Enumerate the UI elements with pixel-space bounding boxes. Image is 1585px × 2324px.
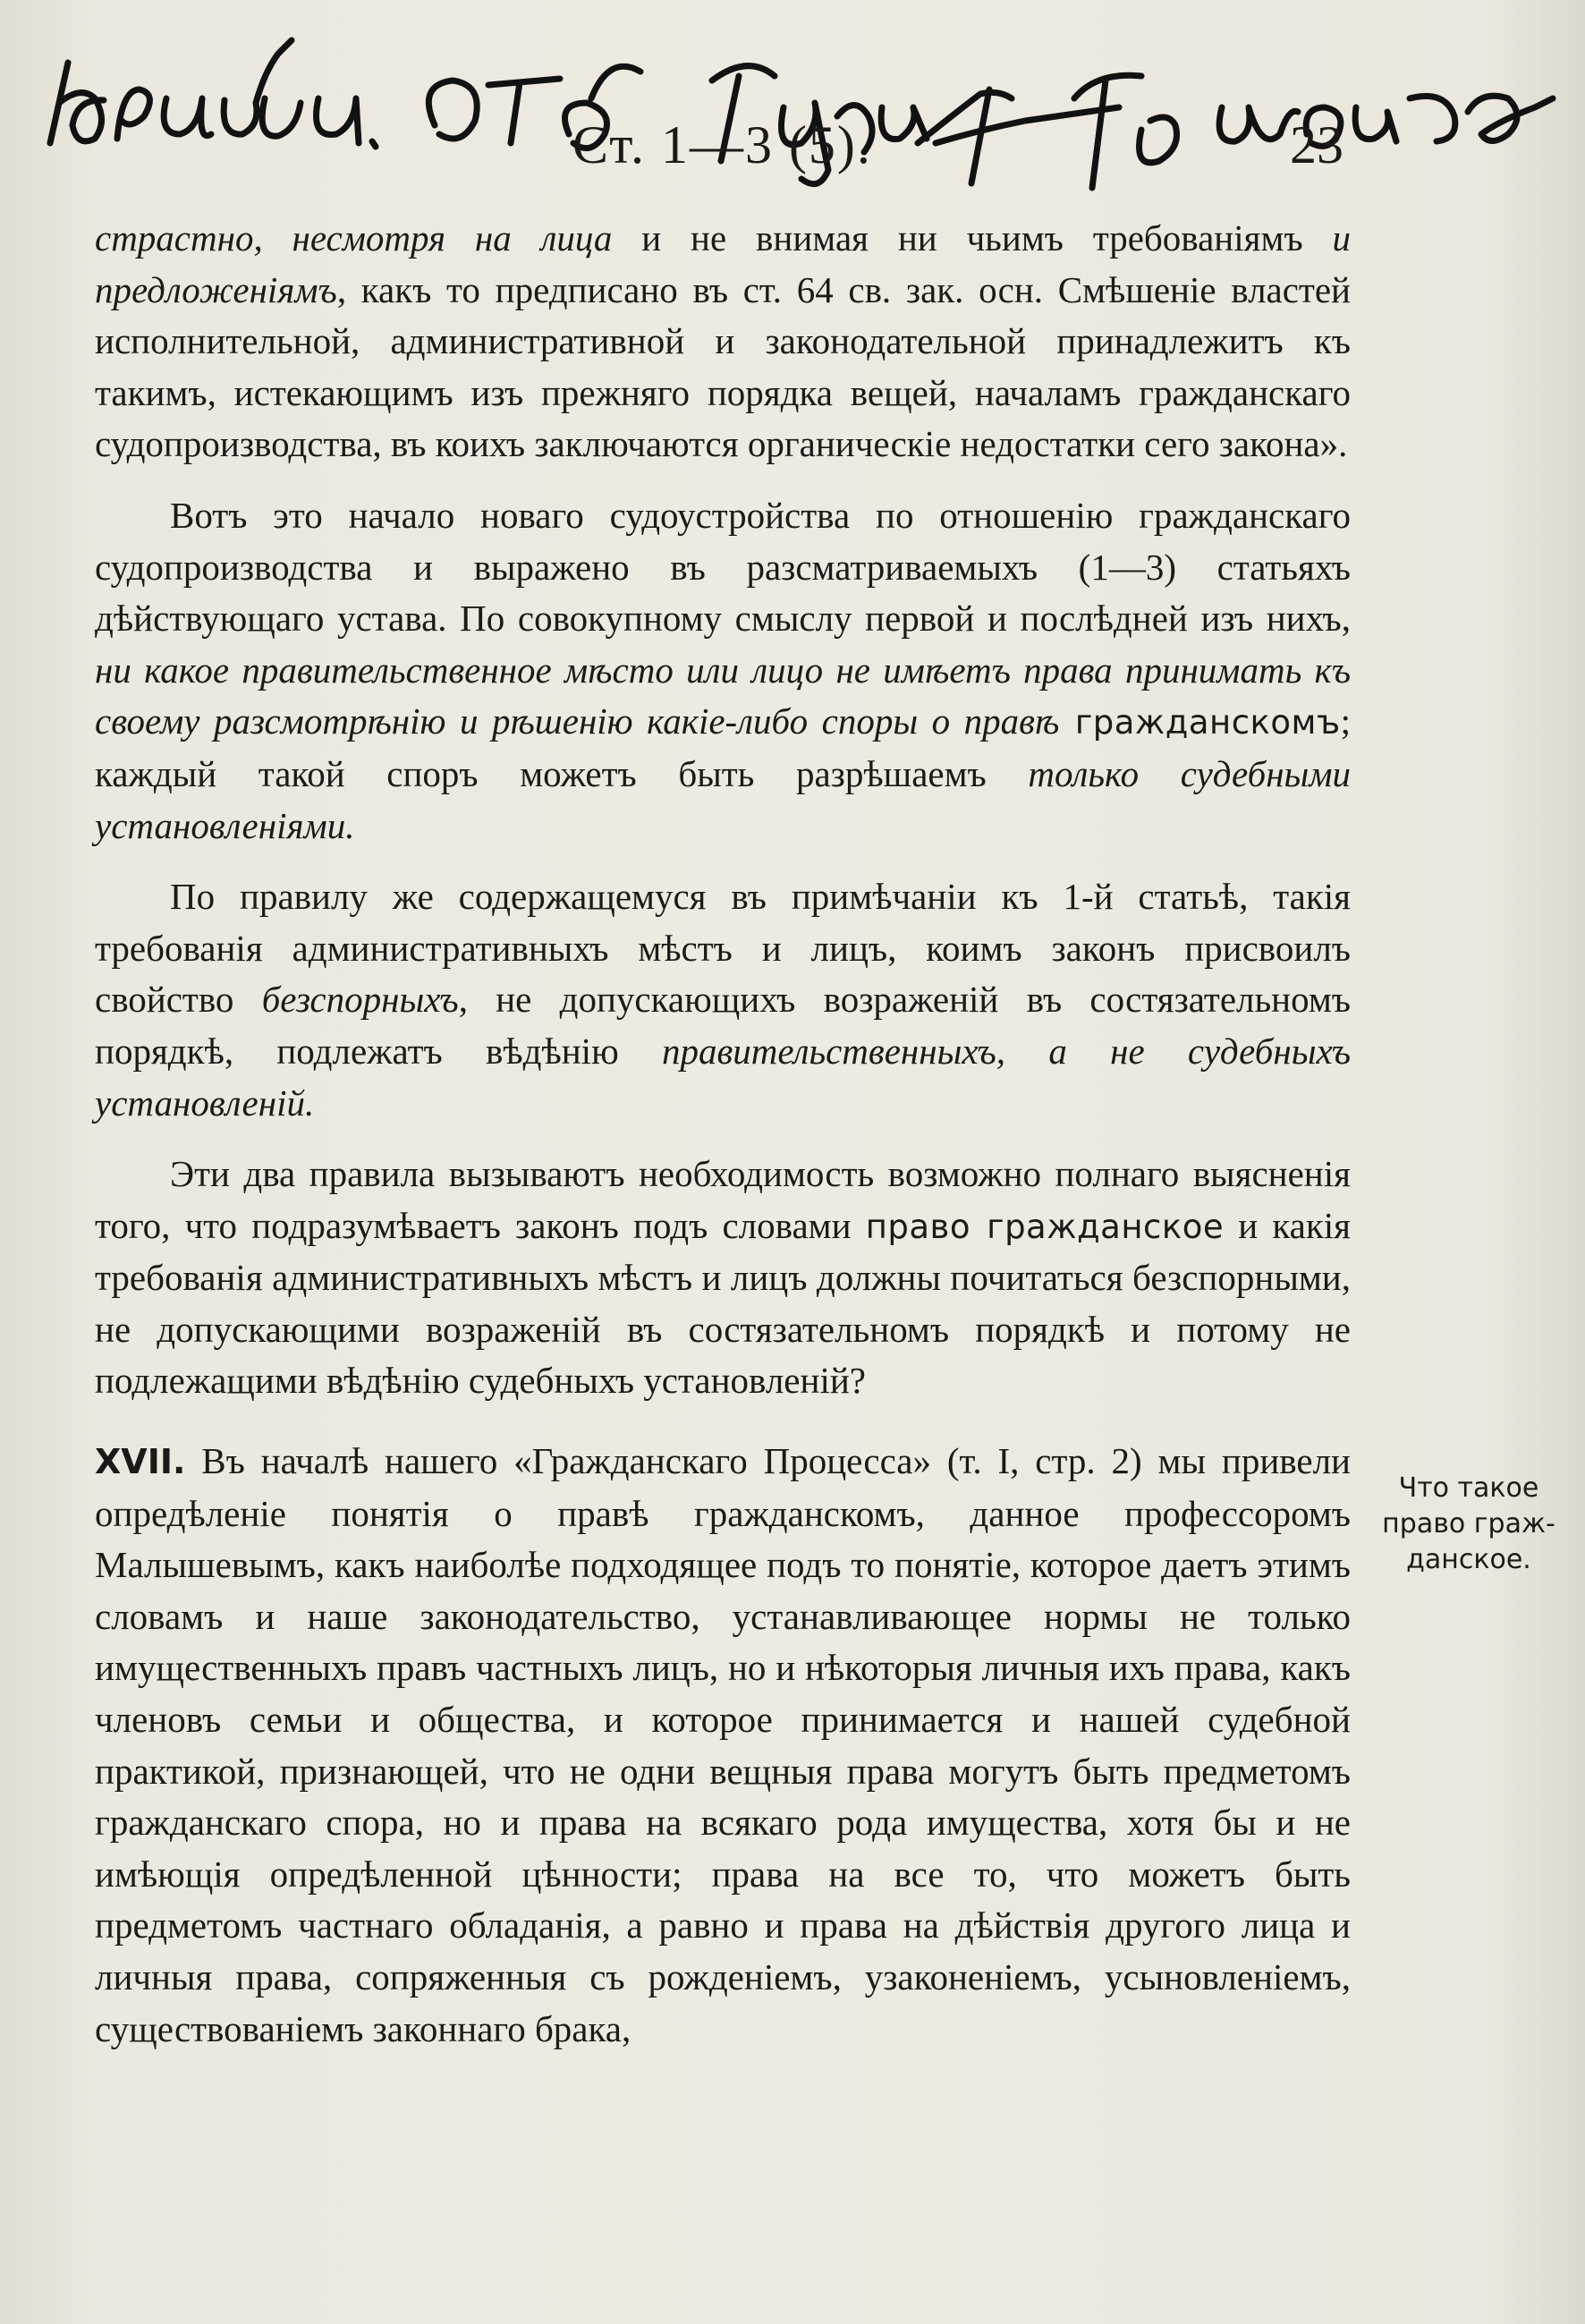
text-run: только судебными установленіями. [95,752,1351,846]
text-run: Эти два правила вызываютъ необходимость возможно полнаго выясненія того, что подразумѣваетъ законъ подъ словами [95,1153,1351,1246]
margin-note-line: право граж- [1382,1508,1555,1539]
running-header [0,115,1585,177]
text-run: и какія требованія административныхъ мѣстъ и лицъ должны почитаться безспорными, не допускающими возраженій въ состязательномъ порядкѣ и потому не подлежащими вѣдѣнію судебныхъ установленій? [95,1204,1352,1402]
margin-note [1370,1471,1567,1578]
text-run: гражданскомъ [1059,703,1341,742]
header-title: Ст. 1—3 (5). [572,115,872,174]
text-run: По правилу же содержащемуся въ примѣчаніи къ 1-й статьѣ, такія требованія административныхъ мѣстъ и лицъ, коимъ законъ присвоилъ свойство [95,876,1351,1021]
text-run: ни какое правительственное мѣсто или лицо не имѣетъ права принимать къ своему разсмотрѣнію и рѣшенію какіе-либо споры о правѣ [95,649,1351,742]
text-run: право гражданское [865,1207,1225,1246]
paragraph-5 [95,1436,1351,2055]
text-run: безспорныхъ [261,979,459,1021]
text-run: Въ началѣ нашего «Гражданскаго Процесса» (т. I, стр. 2) мы привели опредѣленіе понятія о правѣ гражданскомъ, данное профессоромъ Малышевымъ, какъ наиболѣе подходящее подъ то понятіе, которое даетъ этимъ словамъ и наше законодательство, устанавливающее нормы не только имущественныхъ правъ частныхъ лицъ, но и нѣкоторыя личныя ихъ права, какъ членовъ семьи и общества, и которое принимается и нашей судебной практикой, признающей, что не одни вещныя права могутъ быть предметомъ гражданскаго спора, но и права на всякаго рода имущества, хотя бы и не имѣющія опредѣленной цѣнности; права на все то, что можетъ быть предметомъ частнаго обладанія, а равно и права на дѣйствія другого лица и личныя права, сопряженныя съ рожденіемъ, узаконеніемъ, усыновленіемъ, существованіемъ законнаго брака, [95,1440,1351,2049]
margin-note-line: данское. [1406,1544,1531,1575]
text-run: ; каждый такой споръ можетъ быть разрѣшаемъ [95,700,1351,794]
paragraph-2 [95,490,1351,852]
paragraph-1 [95,213,1351,471]
text-run: Вотъ это начало новаго судоустройства по отношенію гражданскаго судопроизводства и выражено въ разсматриваемыхъ (1—3) статьяхъ дѣйствующаго устава. По совокупному смыслу первой и послѣдней изъ нихъ, [95,494,1351,640]
text-run: , не допускающихъ возраженій въ состязательномъ порядкѣ, подлежатъ вѣдѣнію [95,979,1351,1072]
paragraph-4 [95,1149,1351,1407]
paragraph-3 [95,871,1351,1129]
text-run: страстно, несмотря на лица [95,217,613,259]
margin-note-line: Что такое [1398,1472,1539,1504]
section-number: XVII. [95,1442,186,1482]
text-run: и не внимая ни чьимъ требованіямъ [612,217,1333,259]
text-run: , какъ то предписано въ ст. 64 св. зак. осн. Смѣшеніе властей исполнительной, административной и законодательной принадлежитъ къ такимъ, истекающимъ изъ прежняго порядка вещей, началамъ гражданскаго судопроизводства, въ коихъ заключаются органическіе недостатки сего закона». [95,268,1351,465]
page-number: 23 [1290,115,1343,174]
text-run: и предложеніямъ [95,217,1351,310]
body-text [95,213,1351,2055]
text-run: правительственныхъ, а не судебныхъ установленій. [95,1030,1351,1124]
